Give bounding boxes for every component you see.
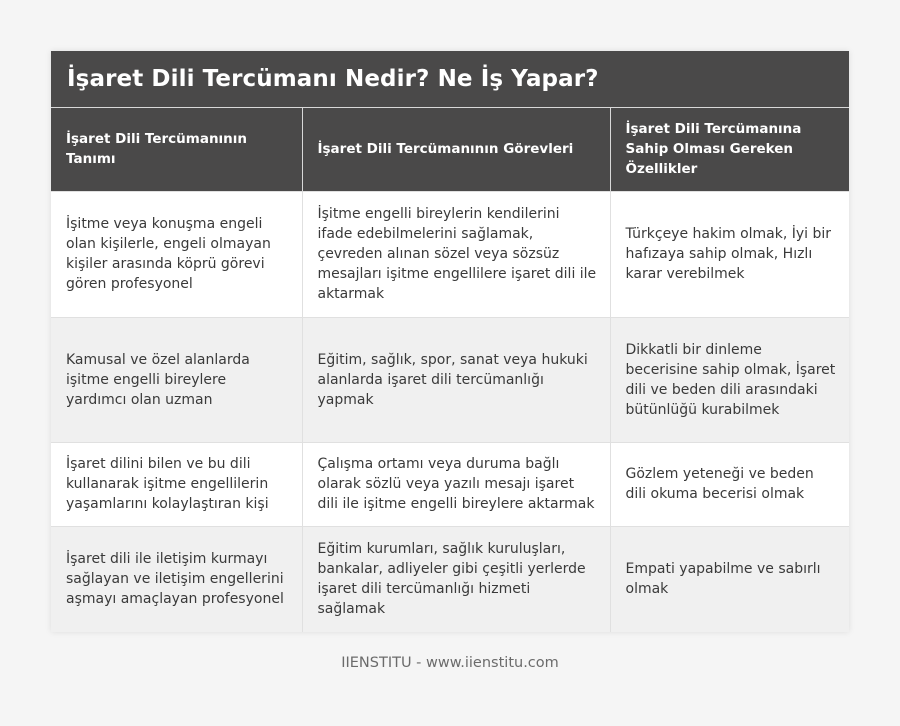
table-row: [51, 526, 849, 632]
table-row: [51, 191, 849, 317]
table-cell-definition: İşaret dilini bilen ve bu dili kullanarak işitme engellilerin yaşamlarını kolaylaştıran kişi: [51, 442, 302, 526]
table-row: [51, 317, 849, 442]
table-cell-qualities: Gözlem yeteneği ve beden dili okuma becerisi olmak: [610, 442, 849, 526]
table-cell-duties: Eğitim, sağlık, spor, sanat veya hukuki alanlarda işaret dili tercümanlığı yapmak: [302, 317, 610, 442]
info-table: [51, 108, 849, 632]
column-header-qualities: İşaret Dili Tercümanına Sahip Olması Gereken Özellikler: [610, 108, 849, 191]
table-title: İşaret Dili Tercümanı Nedir? Ne İş Yapar?: [51, 51, 849, 108]
table-row: [51, 442, 849, 526]
table-cell-definition: İşaret dili ile iletişim kurmayı sağlayan ve iletişim engellerini aşmayı amaçlayan profesyonel: [51, 526, 302, 632]
table-cell-duties: Çalışma ortamı veya duruma bağlı olarak sözlü veya yazılı mesajı işaret dili ile işitme engelli bireylere aktarmak: [302, 442, 610, 526]
table-cell-qualities: Türkçeye hakim olmak, İyi bir hafızaya sahip olmak, Hızlı karar verebilmek: [610, 191, 849, 317]
table-cell-qualities: Dikkatli bir dinleme becerisine sahip olmak, İşaret dili ve beden dili arasındaki bütünlüğü kurabilmek: [610, 317, 849, 442]
table-cell-duties: Eğitim kurumları, sağlık kuruluşları, bankalar, adliyeler gibi çeşitli yerlerde işaret dili tercümanlığı hizmeti sağlamak: [302, 526, 610, 632]
footer-credit: IIENSTITU - www.iienstitu.com: [341, 655, 559, 671]
column-header-definition: İşaret Dili Tercümanının Tanımı: [51, 108, 302, 191]
table-header-row: [51, 108, 849, 191]
info-table-card: [51, 51, 849, 632]
table-cell-qualities: Empati yapabilme ve sabırlı olmak: [610, 526, 849, 632]
column-header-duties: İşaret Dili Tercümanının Görevleri: [302, 108, 610, 191]
table-cell-definition: Kamusal ve özel alanlarda işitme engelli bireylere yardımcı olan uzman: [51, 317, 302, 442]
table-cell-definition: İşitme veya konuşma engeli olan kişilerle, engeli olmayan kişiler arasında köprü görevi gören profesyonel: [51, 191, 302, 317]
table-cell-duties: İşitme engelli bireylerin kendilerini ifade edebilmelerini sağlamak, çevreden alınan sözel veya sözsüz mesajları işitme engellilere işaret dili ile aktarmak: [302, 191, 610, 317]
